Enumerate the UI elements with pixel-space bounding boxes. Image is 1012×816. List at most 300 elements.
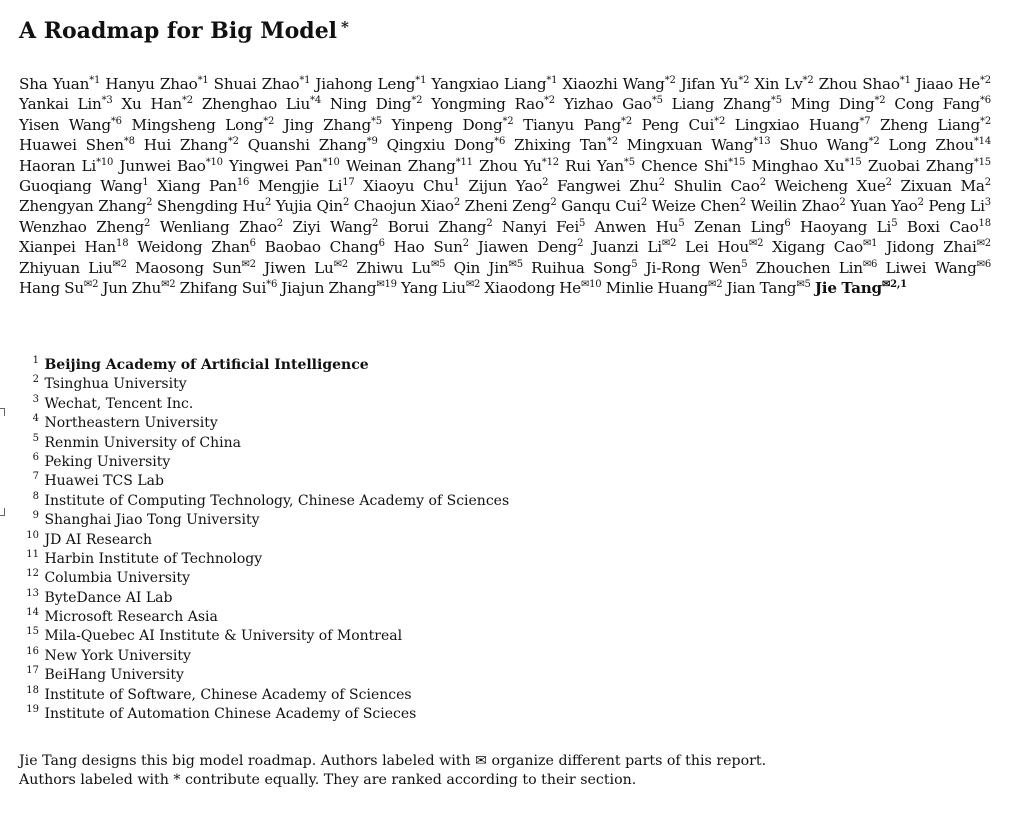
author-name-text: Jiwen Lu bbox=[264, 258, 334, 277]
author-name-text: Haoyang Li bbox=[799, 217, 892, 236]
author-affiliation-mark: *2 bbox=[227, 136, 239, 148]
author-name bbox=[315, 75, 426, 93]
author-name bbox=[894, 95, 991, 113]
author-affiliation-mark: 5 bbox=[678, 217, 685, 229]
author-name bbox=[388, 218, 493, 236]
author-name-text: Jing Zhang bbox=[283, 115, 371, 134]
affiliation-name: Columbia University bbox=[44, 570, 190, 587]
paper-title-text: A Roadmap for Big Model bbox=[19, 18, 338, 44]
author-name bbox=[394, 238, 469, 256]
author-affiliation-mark: ✉2 bbox=[333, 258, 348, 270]
author-affiliation-mark: 2 bbox=[276, 217, 283, 229]
author-affiliation-mark: ✉2 bbox=[748, 238, 764, 250]
author-name-text: Yankai Lin bbox=[19, 95, 102, 114]
author-name bbox=[19, 157, 113, 175]
affiliation-item: 16 New York University bbox=[26, 645, 191, 664]
author-name-text: Yujia Qin bbox=[275, 197, 343, 216]
author-affiliation-mark: *2 bbox=[411, 95, 423, 107]
author-name bbox=[850, 197, 924, 215]
author-name bbox=[531, 259, 637, 277]
author-name bbox=[465, 197, 557, 215]
author-name-text: Zhenghao Liu bbox=[201, 95, 311, 114]
author-name bbox=[886, 238, 991, 256]
author-affiliation-mark: ✉2 bbox=[83, 279, 99, 291]
author-name-text: Ganqu Cui bbox=[561, 197, 641, 216]
author-affiliation-mark: 2 bbox=[658, 177, 665, 189]
author-name-text: Yangxiao Liang bbox=[431, 75, 547, 93]
author-name bbox=[627, 136, 771, 154]
author-name bbox=[889, 136, 991, 154]
affiliation-name: ByteDance AI Lab bbox=[44, 589, 173, 606]
author-name-text: Jian Tang bbox=[726, 279, 797, 298]
author-affiliation-mark: 2 bbox=[984, 177, 991, 189]
author-name bbox=[523, 116, 632, 134]
affiliation-name: New York University bbox=[44, 647, 191, 664]
author-name bbox=[19, 279, 98, 297]
author-name-text: Xiaozhi Wang bbox=[562, 75, 665, 93]
author-name bbox=[468, 177, 548, 195]
affiliation-item: 11 Harbin Institute of Technology bbox=[26, 548, 263, 567]
author-affiliation-mark: *2 bbox=[664, 75, 676, 86]
author-affiliation-mark: 6 bbox=[784, 217, 791, 229]
author-name bbox=[276, 197, 349, 215]
author-name-text: Ning Ding bbox=[329, 95, 412, 114]
author-name-text: Zhiyuan Liu bbox=[19, 258, 113, 277]
author-name-text: Cong Fang bbox=[894, 95, 980, 114]
author-name-text: Chence Shi bbox=[641, 156, 729, 175]
author-name bbox=[160, 218, 283, 236]
margin-mark bbox=[0, 508, 5, 516]
author-name-text: Zixuan Ma bbox=[900, 177, 985, 196]
author-name bbox=[479, 157, 559, 175]
author-name bbox=[363, 177, 459, 195]
affiliation-name: JD AI Research bbox=[44, 531, 153, 548]
author-affiliation-mark: 2 bbox=[885, 177, 892, 189]
author-affiliation-mark: ✉1 bbox=[862, 238, 878, 250]
author-name bbox=[674, 177, 766, 195]
author-name bbox=[751, 197, 846, 215]
author-name-text: Zhixing Tan bbox=[514, 136, 607, 155]
author-name-text: Ming Ding bbox=[790, 95, 875, 114]
author-name-text: Shuo Wang bbox=[779, 136, 869, 155]
author-name-text: Weinan Zhang bbox=[345, 156, 456, 175]
affiliation-name: Renmin University of China bbox=[44, 434, 241, 451]
author-name bbox=[652, 197, 746, 215]
author-affiliation-mark: 2 bbox=[759, 177, 766, 189]
author-name-text: Hanyu Zhao bbox=[105, 75, 198, 93]
author-name-text: Junwei Bao bbox=[119, 156, 206, 175]
author-affiliation-mark: ✉10 bbox=[580, 279, 602, 291]
author-name bbox=[928, 197, 991, 215]
author-name bbox=[346, 157, 473, 175]
author-name-text: Yongming Rao bbox=[431, 95, 544, 114]
author-name bbox=[606, 279, 723, 297]
author-affiliation-mark: *13 bbox=[753, 136, 771, 148]
affiliation-name: Harbin Institute of Technology bbox=[44, 550, 263, 567]
author-name bbox=[754, 75, 813, 93]
author-name-text: Maosong Sun bbox=[135, 258, 242, 277]
author-affiliation-mark: *6 bbox=[266, 279, 278, 291]
author-name-text: Xianpei Han bbox=[19, 238, 117, 257]
affiliation-name: Institute of Computing Technology, Chinese Academy of Sciences bbox=[44, 492, 510, 509]
author-name bbox=[265, 238, 385, 256]
author-name-text: Peng Cui bbox=[641, 115, 715, 134]
author-name bbox=[19, 238, 128, 256]
author-name-text: Weidong Zhan bbox=[137, 238, 250, 257]
author-name-text: Jiahong Leng bbox=[315, 75, 416, 93]
author-name bbox=[135, 259, 256, 277]
author-name-text: Jun Zhu bbox=[102, 279, 162, 298]
affiliation-item: 2 Tsinghua University bbox=[32, 374, 187, 393]
affiliation-name: Wechat, Tencent Inc. bbox=[44, 395, 194, 412]
author-affiliation-mark: ✉6 bbox=[862, 258, 878, 270]
author-affiliation-mark: 2 bbox=[486, 217, 493, 229]
author-name-text: Zhou Yu bbox=[479, 156, 542, 175]
affiliation-name: Tsinghua University bbox=[44, 376, 187, 393]
author-name bbox=[202, 95, 321, 113]
author-affiliation-mark: 2 bbox=[640, 197, 648, 209]
author-name bbox=[752, 157, 862, 175]
author-name bbox=[387, 136, 506, 154]
author-name-text: Liwei Wang bbox=[885, 258, 977, 277]
author-affiliation-mark: *10 bbox=[205, 156, 223, 168]
author-name-text: Rui Yan bbox=[565, 156, 624, 175]
author-affiliation-mark: *10 bbox=[96, 156, 114, 168]
author-name-text: Ziyi Wang bbox=[292, 217, 373, 236]
author-affiliation-mark: ✉6 bbox=[976, 258, 991, 270]
author-name bbox=[180, 279, 278, 297]
affiliation-name: Peking University bbox=[44, 453, 171, 470]
author-affiliation-mark: 2 bbox=[550, 197, 557, 209]
author-affiliation-mark: ✉2 bbox=[708, 279, 723, 291]
author-name-text: Juanzi Li bbox=[592, 238, 662, 257]
author-affiliation-mark: 5 bbox=[741, 258, 748, 270]
author-name-text: Shengding Hu bbox=[156, 197, 266, 216]
author-affiliation-mark: ✉5 bbox=[508, 258, 523, 270]
author-affiliation-mark: *8 bbox=[123, 136, 135, 148]
author-affiliation-mark: *2 bbox=[502, 115, 514, 127]
author-name bbox=[19, 218, 150, 236]
author-affiliation-mark: *15 bbox=[728, 156, 746, 168]
author-name-text: Zuobai Zhang bbox=[867, 156, 974, 175]
author-name-text: Jifan Yu bbox=[680, 75, 739, 93]
author-affiliation-mark: ✉5 bbox=[430, 258, 446, 270]
author-name-text: Qin Jin bbox=[453, 258, 509, 277]
author-name bbox=[735, 116, 871, 134]
author-name-text: Shulin Cao bbox=[673, 177, 760, 196]
title-footnote-mark: * bbox=[341, 18, 349, 36]
author-name-text: Lingxiao Huang bbox=[734, 115, 860, 134]
author-affiliation-mark: 2 bbox=[462, 238, 469, 250]
author-affiliation-mark: *2 bbox=[263, 115, 275, 127]
author-name bbox=[565, 157, 635, 175]
author-name-text: Anwen Hu bbox=[594, 217, 679, 236]
affiliation-item: 5 Renmin University of China bbox=[32, 432, 241, 451]
affiliation-item: 19 Institute of Automation Chinese Academy of Scieces bbox=[26, 704, 417, 723]
affiliation-item: 8 Institute of Computing Technology, Chinese Academy of Sciences bbox=[32, 490, 510, 509]
author-name-text: Yingwei Pan bbox=[229, 156, 323, 175]
author-name-text: Zhengyan Zhang bbox=[19, 197, 147, 216]
affiliation-item: 12 Columbia University bbox=[26, 568, 190, 587]
author-affiliation-mark: 1 bbox=[453, 177, 460, 189]
author-name bbox=[157, 197, 271, 215]
author-name-text: Zhiwu Lu bbox=[356, 258, 431, 277]
author-name-text: Liang Zhang bbox=[671, 95, 771, 114]
author-name-text: Weicheng Xue bbox=[774, 177, 886, 196]
author-affiliation-mark: *5 bbox=[770, 95, 782, 107]
author-name bbox=[354, 197, 460, 215]
author-affiliation-mark: 6 bbox=[378, 238, 385, 250]
author-name bbox=[119, 157, 222, 175]
author-name-text: Zhou Shao bbox=[818, 75, 900, 93]
author-name bbox=[248, 136, 378, 154]
author-name bbox=[916, 75, 991, 93]
author-name-text: Wenzhao Zheng bbox=[19, 217, 145, 236]
author-name bbox=[907, 218, 991, 236]
affiliation-item: 14 Microsoft Research Asia bbox=[26, 607, 218, 626]
author-name-text: Zhouchen Lin bbox=[755, 258, 863, 277]
author-affiliation-mark: 16 bbox=[236, 177, 250, 189]
author-affiliation-mark: 2 bbox=[839, 197, 846, 209]
author-name bbox=[694, 218, 790, 236]
author-name-text: Long Zhou bbox=[888, 136, 974, 155]
author-name-text: Xin Lv bbox=[754, 75, 803, 93]
author-affiliation-mark: *5 bbox=[651, 95, 663, 107]
author-affiliation-mark: 2 bbox=[453, 197, 461, 209]
author-name bbox=[562, 75, 675, 93]
author-name bbox=[144, 136, 239, 154]
author-name bbox=[681, 75, 750, 93]
author-name bbox=[392, 116, 514, 134]
author-name-text: Haoran Li bbox=[19, 156, 97, 175]
author-name-text: Jiaao He bbox=[915, 75, 980, 93]
author-name bbox=[292, 218, 378, 236]
author-affiliation-mark: *1 bbox=[899, 75, 911, 86]
author-name-text: Weize Chen bbox=[651, 197, 740, 216]
affiliation-name: Shanghai Jiao Tong University bbox=[44, 512, 260, 529]
author-name bbox=[880, 116, 991, 134]
author-affiliation-mark: *2 bbox=[980, 115, 991, 127]
author-name bbox=[105, 75, 208, 93]
author-name bbox=[19, 136, 135, 154]
author-name-text: Borui Zhang bbox=[387, 217, 487, 236]
author-name-text: Zijun Yao bbox=[468, 177, 543, 196]
author-name-text: Xigang Cao bbox=[772, 238, 863, 257]
author-name bbox=[514, 136, 618, 154]
author-name-text: Ruihua Song bbox=[531, 258, 632, 277]
author-name bbox=[886, 259, 991, 277]
author-name bbox=[19, 177, 148, 195]
author-name bbox=[264, 259, 348, 277]
author-name bbox=[642, 116, 725, 134]
author-name bbox=[772, 238, 877, 256]
author-name bbox=[756, 259, 877, 277]
author-note bbox=[19, 752, 979, 790]
author-affiliation-mark: *2 bbox=[714, 115, 726, 127]
paper-title bbox=[19, 18, 349, 44]
author-name bbox=[791, 95, 886, 113]
author-affiliation-mark: *10 bbox=[322, 156, 340, 168]
author-affiliation-mark: 3 bbox=[984, 197, 991, 209]
author-name-text: Xu Han bbox=[121, 95, 182, 114]
affiliation-name: Huawei TCS Lab bbox=[44, 473, 164, 490]
affiliation-item: 7 Huawei TCS Lab bbox=[32, 471, 164, 490]
author-affiliation-mark: *2 bbox=[979, 75, 991, 86]
author-affiliation-mark: *1 bbox=[89, 75, 101, 86]
author-name bbox=[819, 75, 911, 93]
author-affiliation-mark: *14 bbox=[973, 136, 991, 148]
affiliation-name: Mila-Quebec AI Institute & University of Montreal bbox=[44, 628, 403, 645]
author-affiliation-mark: 18 bbox=[978, 217, 991, 229]
author-name bbox=[157, 177, 249, 195]
author-affiliation-mark: *1 bbox=[546, 75, 558, 86]
author-name-text: Nanyi Fei bbox=[501, 217, 579, 236]
author-name bbox=[19, 116, 122, 134]
author-name bbox=[258, 177, 355, 195]
author-affiliation-mark: ✉2 bbox=[112, 258, 127, 270]
author-name-text: Shuai Zhao bbox=[213, 75, 300, 93]
affiliation-name: Institute of Software, Chinese Academy of Sciences bbox=[44, 686, 412, 703]
author-affiliation-mark: *1 bbox=[415, 75, 427, 86]
affiliation-name: Beijing Academy of Artificial Intelligence bbox=[44, 357, 369, 373]
author-name-text: Quanshi Zhang bbox=[247, 136, 367, 155]
author-affiliation-mark: ✉19 bbox=[376, 279, 397, 291]
author-affiliation-mark: *5 bbox=[371, 115, 382, 127]
author-name-text: Hui Zhang bbox=[143, 136, 228, 155]
author-affiliation-mark: *15 bbox=[973, 156, 991, 168]
author-affiliation-mark: ✉2,1 bbox=[881, 279, 907, 291]
author-affiliation-mark: *11 bbox=[455, 156, 473, 168]
affiliation-name: BeiHang University bbox=[44, 667, 184, 684]
author-name bbox=[330, 95, 422, 113]
author-affiliation-mark: *2 bbox=[621, 115, 632, 127]
author-affiliation-mark: ✉2 bbox=[465, 279, 481, 291]
author-name-text: Weilin Zhao bbox=[750, 197, 840, 216]
author-affiliation-mark: *6 bbox=[979, 95, 991, 107]
author-name bbox=[284, 116, 382, 134]
author-name bbox=[401, 279, 480, 297]
affiliation-item: 1 Beijing Academy of Artificial Intelligence bbox=[32, 355, 369, 373]
affiliation-item: 13 ByteDance AI Lab bbox=[26, 587, 173, 606]
author-name-text: Zenan Ling bbox=[694, 217, 785, 236]
author-affiliation-mark: *1 bbox=[299, 75, 311, 86]
author-name-text: Guoqiang Wang bbox=[19, 177, 143, 196]
author-name bbox=[214, 75, 311, 93]
author-name bbox=[431, 95, 555, 113]
author-name-text: Xiaoyu Chu bbox=[363, 177, 454, 196]
author-name bbox=[356, 259, 445, 277]
author-affiliation-mark: *2 bbox=[181, 95, 193, 107]
author-name bbox=[868, 157, 991, 175]
author-affiliation-mark: *6 bbox=[494, 136, 506, 148]
author-name bbox=[800, 218, 897, 236]
author-name bbox=[557, 177, 665, 195]
author-name bbox=[454, 259, 523, 277]
affiliation-item: 9 Shanghai Jiao Tong University bbox=[32, 510, 260, 529]
author-name bbox=[564, 95, 663, 113]
author-name bbox=[131, 116, 274, 134]
author-name bbox=[19, 259, 127, 277]
affiliation-name: Microsoft Research Asia bbox=[44, 609, 218, 626]
author-affiliation-mark: 1 bbox=[142, 177, 149, 189]
author-name-text: Tianyu Pang bbox=[523, 115, 622, 134]
author-name-text: Baobao Chang bbox=[264, 238, 379, 257]
author-affiliation-mark: *2 bbox=[874, 95, 886, 107]
author-name-text: Minghao Xu bbox=[751, 156, 845, 175]
author-name-text: Peng Li bbox=[928, 197, 985, 216]
author-affiliation-mark: 2 bbox=[739, 197, 746, 209]
author-name-text: Jiawen Deng bbox=[477, 238, 578, 257]
author-name-text: Mingsheng Long bbox=[131, 115, 264, 134]
author-name bbox=[431, 75, 557, 93]
author-name-text: Yizhao Gao bbox=[563, 95, 652, 114]
author-name-text: Hao Sun bbox=[393, 238, 463, 257]
author-affiliation-mark: *3 bbox=[101, 95, 113, 107]
author-name bbox=[595, 218, 685, 236]
affiliation-list bbox=[19, 356, 919, 724]
author-name-text: Yisen Wang bbox=[19, 115, 111, 134]
author-name bbox=[19, 75, 100, 93]
author-name-text: Mingxuan Wang bbox=[626, 136, 754, 155]
author-affiliation-mark: ✉5 bbox=[796, 279, 811, 291]
author-affiliation-mark: 2 bbox=[372, 217, 379, 229]
author-name bbox=[484, 279, 601, 297]
author-name-text: Hang Su bbox=[19, 279, 84, 298]
author-affiliation-mark: 17 bbox=[342, 177, 355, 189]
author-affiliation-mark: 6 bbox=[249, 238, 256, 250]
author-name bbox=[775, 177, 892, 195]
author-affiliation-mark: *15 bbox=[844, 156, 862, 168]
author-name-text: Jidong Zhai bbox=[886, 238, 977, 257]
author-affiliation-mark: *1 bbox=[197, 75, 209, 86]
author-note-line: Authors labeled with * contribute equally. They are ranked according to their section. bbox=[19, 772, 637, 788]
author-name-text: Mengjie Li bbox=[257, 177, 343, 196]
author-name-text: Qingxiu Dong bbox=[386, 136, 495, 155]
affiliation-item: 4 Northeastern University bbox=[32, 413, 218, 432]
author-affiliation-mark: 2 bbox=[917, 197, 924, 209]
author-name bbox=[561, 197, 647, 215]
author-affiliation-mark: *2 bbox=[802, 75, 814, 86]
author-name-text: Huawei Shen bbox=[19, 136, 124, 155]
author-name-text: Zheni Zeng bbox=[464, 197, 551, 216]
author-affiliation-mark: ✉2 bbox=[661, 238, 677, 250]
author-affiliation-mark: *2 bbox=[738, 75, 750, 86]
author-affiliation-mark: 5 bbox=[631, 258, 638, 270]
author-note-line: Jie Tang designs this big model roadmap. Authors labeled with ✉ organize different parts of this report. bbox=[19, 753, 767, 769]
author-name-text: Chaojun Xiao bbox=[353, 197, 454, 216]
author-name-text: Sha Yuan bbox=[19, 75, 90, 93]
author-affiliation-mark: *2 bbox=[868, 136, 880, 148]
affiliation-item: 17 BeiHang University bbox=[26, 665, 184, 684]
author-name bbox=[281, 279, 397, 297]
author-name bbox=[641, 157, 745, 175]
author-name-text: Jie Tang bbox=[814, 279, 882, 298]
author-affiliation-mark: 2 bbox=[144, 217, 151, 229]
author-affiliation-mark: *2 bbox=[606, 136, 618, 148]
author-affiliation-mark: 2 bbox=[146, 197, 153, 209]
author-affiliation-mark: *6 bbox=[110, 115, 122, 127]
author-name bbox=[685, 238, 763, 256]
author-name-text: Yinpeng Dong bbox=[391, 115, 503, 134]
author-name bbox=[592, 238, 676, 256]
author-affiliation-mark: 2 bbox=[265, 197, 272, 209]
affiliation-name: Northeastern University bbox=[44, 415, 218, 432]
author-name-text: Zhifang Sui bbox=[179, 279, 267, 298]
author-name-text: Yang Liu bbox=[401, 279, 466, 298]
author-affiliation-mark: *9 bbox=[366, 136, 378, 148]
author-affiliation-mark: 18 bbox=[116, 238, 129, 250]
author-name bbox=[229, 157, 340, 175]
